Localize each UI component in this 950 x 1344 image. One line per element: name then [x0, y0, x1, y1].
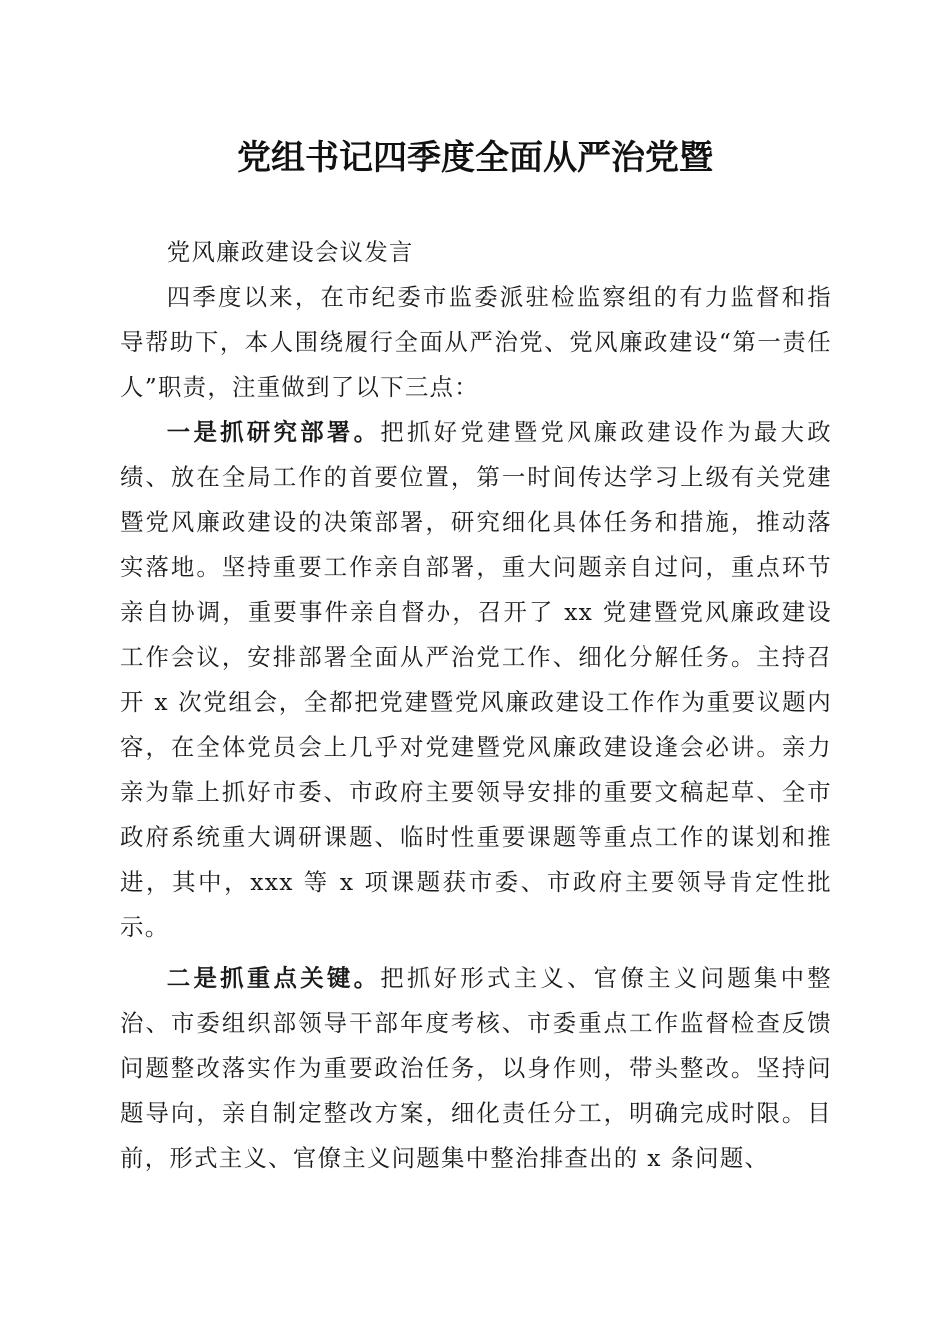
document-subtitle: 党风廉政建设会议发言: [166, 238, 414, 266]
section-two-lead: 二是抓重点关键。: [166, 964, 381, 992]
document-title: 党组书记四季度全面从严治党暨: [237, 138, 713, 178]
section-one-text: 把抓好党建暨党风廉政建设作为最大政绩、放在全局工作的首要位置，第一时间传达学习上级有关党建暨党风廉政建设的决策部署，研究细化具体任务和措施，推动落实落地。坚持重要工作亲自部署，重大问题亲自过问，重点环节亲自协调，重要事件亲自督办，召开了 xx 党建暨党风廉政建设工作会议，安排部署全面从严治党工作、细化分解任务。主持召开 x 次党组会，全都把党建暨党风廉政建设工作作为重要议题内容，在全体党员会上几乎对党建暨党风廉政建设逢会必讲。亲力亲为靠上抓好市委、市政府主要领导安排的重要文稿起草、全市政府系统重大调研课题、临时性重要课题等重点工作的谋划和推进，其中，xxx 等 x 项课题获市委、市政府主要领导肯定性批示。: [120, 418, 832, 941]
intro-paragraph: 四季度以来，在市纪委市监委派驻检监察组的有力监督和指导帮助下，本人围绕履行全面从严治党、党风廉政建设“第一责任人”职责，注重做到了以下三点：: [120, 283, 832, 401]
section-one-lead: 一是抓研究部署。: [166, 418, 381, 446]
document-body: [120, 230, 832, 1181]
section-two-paragraph: [120, 956, 832, 1181]
section-two-text: 把抓好形式主义、官僚主义问题集中整治、市委组织部领导干部年度考核、市委重点工作监督检查反馈问题整改落实作为重要政治任务，以身作则，带头整改。坚持问题导向，亲自制定整改方案，细化责任分工，明确完成时限。目前，形式主义、官僚主义问题集中整治排查出的 x 条问题、: [120, 964, 832, 1172]
section-one-paragraph: [120, 410, 832, 950]
